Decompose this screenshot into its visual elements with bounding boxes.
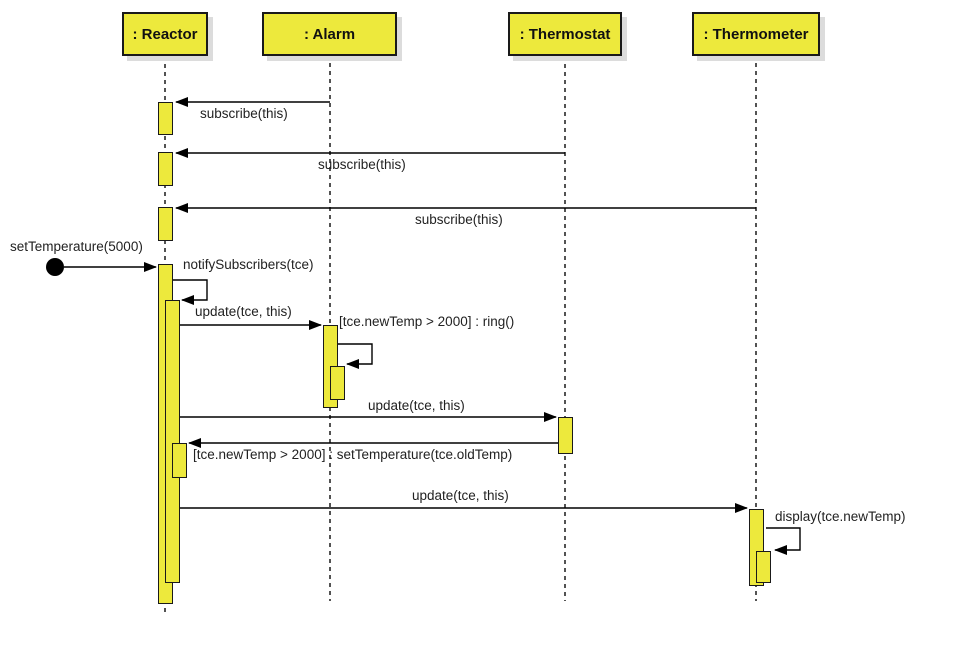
message-label-display: display(tce.newTemp) [775,509,906,524]
message-label-notify-subscribers: notifySubscribers(tce) [183,257,314,272]
activation-reactor-notify-nested [165,300,180,583]
activation-thermostat-update [558,417,573,454]
message-arrow-notify-subscribers-self [173,280,207,300]
activation-reactor-settemperature-nested [172,443,187,478]
actor-label-thermometer: : Thermometer [703,25,809,43]
message-label-ring: [tce.newTemp > 2000] : ring() [339,314,515,329]
message-label-update-alarm: update(tce, this) [195,304,292,319]
activation-reactor-subscribe-2 [158,152,173,186]
actor-box-reactor [122,12,208,56]
actor-box-alarm [262,12,397,56]
message-label-set-temperature: setTemperature(5000) [10,239,143,254]
message-label-update-thermostat: update(tce, this) [368,398,465,413]
actor-box-thermostat [508,12,622,56]
found-message-circle [46,258,64,276]
activation-reactor-subscribe-3 [158,207,173,241]
activation-alarm-ring-nested [330,366,345,400]
message-label-subscribe-from-alarm: subscribe(this) [200,106,288,121]
message-label-set-temperature-old: [tce.newTemp > 2000] : setTemperature(tce.oldTemp) [193,447,513,462]
actor-label-thermostat: : Thermostat [519,25,611,43]
activation-reactor-subscribe-1 [158,102,173,135]
message-arrow-display-self [766,528,800,550]
actor-label-alarm: : Alarm [303,25,356,43]
message-label-subscribe-from-thermometer: subscribe(this) [415,212,503,227]
activation-thermometer-display-nested [756,551,771,583]
actor-label-reactor: : Reactor [132,25,198,43]
message-label-subscribe-from-thermostat: subscribe(this) [318,157,406,172]
message-label-update-thermometer: update(tce, this) [412,488,509,503]
message-arrow-ring-self [338,344,372,364]
actor-box-thermometer [692,12,820,56]
